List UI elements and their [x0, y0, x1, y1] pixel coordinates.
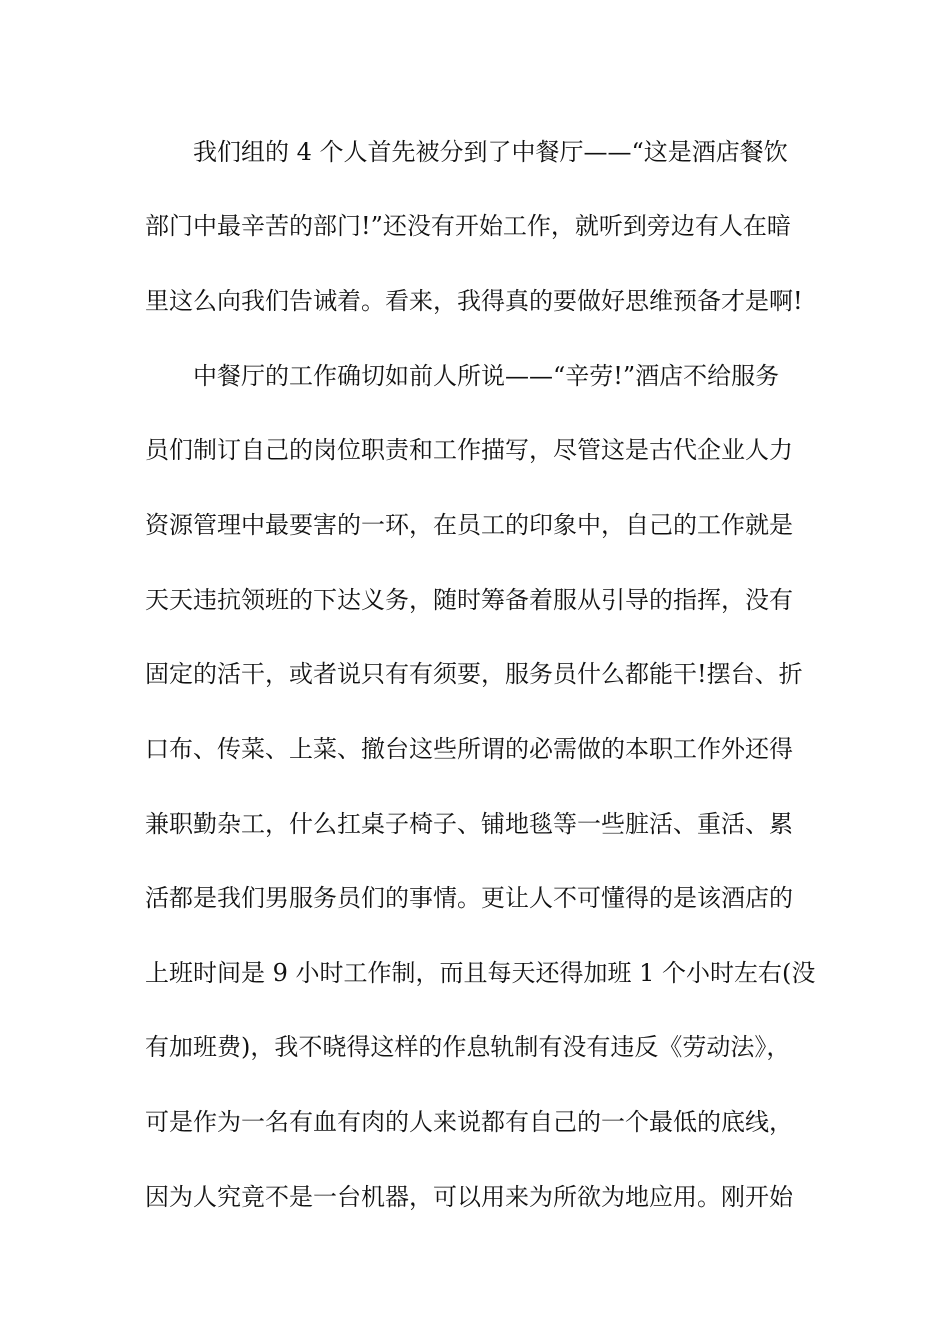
paragraph-2-line-5: 固定的活干，或者说只有有须要，服务员什么都能干!摆台、折: [145, 660, 803, 688]
paragraph-2-line-3: 资源管理中最要害的一环，在员工的印象中，自己的工作就是: [145, 511, 793, 539]
paragraph-2-line-2: 员们制订自己的岗位职责和工作描写，尽管这是古代企业人力: [145, 436, 793, 464]
paragraph-1-line-3: 里这么向我们告诫着。看来，我得真的要做好思维预备才是啊!: [145, 287, 803, 315]
paragraph-1-line-2: 部门中最辛苦的部门!”还没有开始工作，就听到旁边有人在暗: [145, 212, 791, 240]
paragraph-2-line-7: 兼职勤杂工，什么扛桌子椅子、铺地毯等一些脏活、重活、累: [145, 810, 793, 838]
paragraph-2-line-12: 因为人究竟不是一台机器，可以用来为所欲为地应用。刚开始: [145, 1183, 793, 1211]
paragraph-2-line-10: 有加班费)，我不晓得这样的作息轨制有没有违反《劳动法》，: [145, 1033, 791, 1061]
paragraph-1-line-1: 我们组的 4 个人首先被分到了中餐厅——“这是酒店餐饮: [193, 138, 788, 166]
paragraph-2-line-8: 活都是我们男服务员们的事情。更让人不可懂得的是该酒店的: [145, 884, 793, 912]
paragraph-2-line-9: 上班时间是 9 小时工作制，而且每天还得加班 1 个小时左右(没: [145, 959, 816, 987]
paragraph-2-line-4: 天天违抗领班的下达义务，随时筹备着服从引导的指挥，没有: [145, 586, 793, 614]
paragraph-2-line-11: 可是作为一名有血有肉的人来说都有自己的一个最低的底线，: [145, 1108, 793, 1136]
paragraph-2-line-6: 口布、传菜、上菜、撤台这些所谓的必需做的本职工作外还得: [145, 735, 793, 763]
paragraph-2-line-1: 中餐厅的工作确切如前人所说——“辛劳!”酒店不给服务: [193, 362, 780, 390]
